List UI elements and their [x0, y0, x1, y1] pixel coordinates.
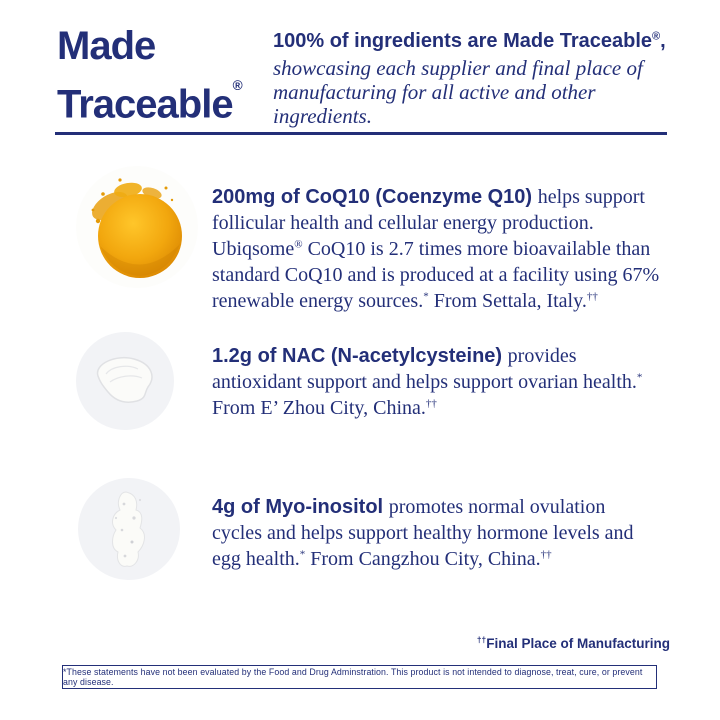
- myo-inositol-text: [212, 494, 682, 572]
- coq10-body-line4: standard CoQ10 and is produced at a facility using 67%: [212, 264, 660, 286]
- nac-heading: 1.2g of NAC (N-acetylcysteine): [212, 345, 503, 367]
- nac-text: [212, 343, 682, 421]
- final-place-of-manufacturing-note: ††Final Place of Manufacturing: [476, 634, 670, 651]
- intro-italic-line2: manufacturing for all active and other ingredients.: [273, 80, 596, 128]
- coq10-body-line3: Ubiqsome® CoQ10 is 2.7 times more bioavailable than: [212, 238, 651, 260]
- page-title-line1: Made: [57, 24, 156, 68]
- myo-inositol-body-line2: cycles and helps support healthy hormone levels and: [212, 522, 634, 544]
- page-title: [57, 24, 243, 127]
- myo-inositol-body-line3: egg health.* From Cangzhou City, China.††: [212, 548, 552, 570]
- intro-italic-line1: showcasing each supplier and final place of: [273, 56, 643, 80]
- nac-powder-image: [76, 332, 174, 430]
- page-title-line2: Traceable®: [57, 78, 243, 127]
- coq10-body-line2: follicular health and cellular energy production.: [212, 212, 594, 234]
- header-divider: [55, 132, 667, 135]
- coq10-heading: 200mg of CoQ10 (Coenzyme Q10): [212, 186, 533, 208]
- ingredient-line: [212, 343, 682, 369]
- myo-inositol-heading: 4g of Myo-inositol: [212, 496, 384, 518]
- fda-disclaimer-text: *These statements have not been evaluated by the Food and Drug Adminstration. This product is not intended to diagnose, treat, cure, or prevent any disease.: [63, 667, 643, 687]
- intro-text-block: [273, 30, 693, 128]
- coq10-powder-image: [76, 166, 198, 288]
- intro-bold-line: 100% of ingredients are Made Traceable®,: [273, 30, 666, 52]
- myo-inositol-powder-image: [78, 478, 180, 580]
- nac-body-line2: antioxidant support and helps support ovarian health.*: [212, 371, 643, 393]
- coq10-body-line1: helps support: [537, 186, 645, 208]
- coq10-body-line5: renewable energy sources.* From Settala, Italy.††: [212, 290, 598, 312]
- coq10-text: [212, 184, 682, 314]
- ingredient-line: [212, 184, 682, 210]
- nac-body-line3: From E’ Zhou City, China.††: [212, 397, 437, 419]
- fda-disclaimer-box: [62, 665, 657, 689]
- nac-body-line1: provides: [507, 345, 577, 367]
- myo-inositol-body-line1: promotes normal ovulation: [388, 496, 606, 518]
- ingredient-line: [212, 494, 682, 520]
